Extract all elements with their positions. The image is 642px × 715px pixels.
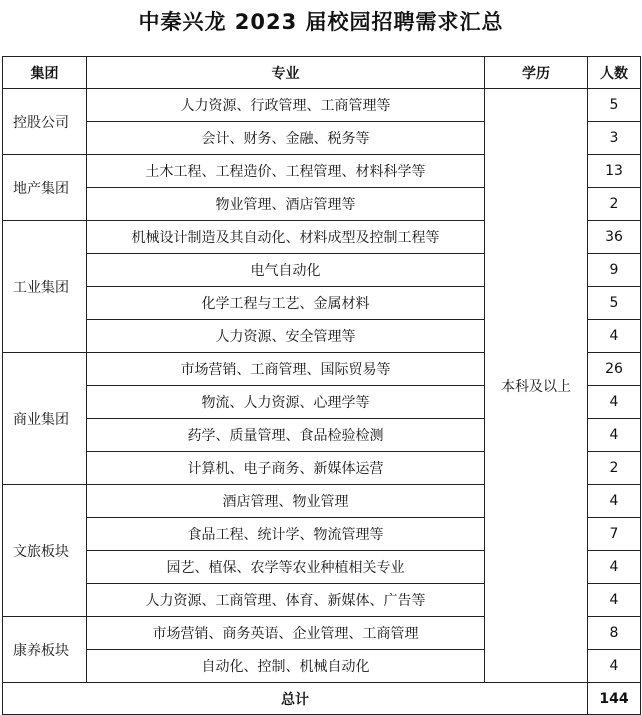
group-name: 康养板块 bbox=[3, 617, 87, 683]
count-cell: 4 bbox=[588, 650, 641, 683]
count-cell: 4 bbox=[588, 419, 641, 452]
count-cell: 4 bbox=[588, 386, 641, 419]
header-education: 学历 bbox=[485, 57, 588, 89]
group-name: 文旅板块 bbox=[3, 485, 87, 617]
total-value: 144 bbox=[588, 683, 641, 715]
major-cell: 电气自动化 bbox=[87, 254, 485, 287]
education-cell: 本科及以上 bbox=[485, 89, 588, 683]
count-cell: 36 bbox=[588, 221, 641, 254]
major-cell: 化学工程与工艺、金属材料 bbox=[87, 287, 485, 320]
header-count: 人数 bbox=[588, 57, 641, 89]
major-cell: 物业管理、酒店管理等 bbox=[87, 188, 485, 221]
major-cell: 机械设计制造及其自动化、材料成型及控制工程等 bbox=[87, 221, 485, 254]
major-cell: 人力资源、安全管理等 bbox=[87, 320, 485, 353]
count-cell: 2 bbox=[588, 188, 641, 221]
count-cell: 4 bbox=[588, 551, 641, 584]
count-cell: 2 bbox=[588, 452, 641, 485]
page-title: 中秦兴龙 2023 届校园招聘需求汇总 bbox=[138, 10, 504, 34]
major-cell: 市场营销、商务英语、企业管理、工商管理 bbox=[87, 617, 485, 650]
major-cell: 计算机、电子商务、新媒体运营 bbox=[87, 452, 485, 485]
major-cell: 物流、人力资源、心理学等 bbox=[87, 386, 485, 419]
total-row bbox=[3, 683, 641, 715]
major-cell: 药学、质量管理、食品检验检测 bbox=[87, 419, 485, 452]
group-name: 地产集团 bbox=[3, 155, 87, 221]
count-cell: 5 bbox=[588, 287, 641, 320]
major-cell: 食品工程、统计学、物流管理等 bbox=[87, 518, 485, 551]
count-cell: 26 bbox=[588, 353, 641, 386]
major-cell: 人力资源、工商管理、体育、新媒体、广告等 bbox=[87, 584, 485, 617]
major-cell: 会计、财务、金融、税务等 bbox=[87, 122, 485, 155]
count-cell: 5 bbox=[588, 89, 641, 122]
major-cell: 园艺、植保、农学等农业种植相关专业 bbox=[87, 551, 485, 584]
count-cell: 7 bbox=[588, 518, 641, 551]
major-cell: 人力资源、行政管理、工商管理等 bbox=[87, 89, 485, 122]
header-row bbox=[3, 57, 641, 89]
count-cell: 3 bbox=[588, 122, 641, 155]
major-cell: 土木工程、工程造价、工程管理、材料科学等 bbox=[87, 155, 485, 188]
table-row bbox=[3, 89, 641, 122]
count-cell: 13 bbox=[588, 155, 641, 188]
count-cell: 4 bbox=[588, 320, 641, 353]
major-cell: 酒店管理、物业管理 bbox=[87, 485, 485, 518]
count-cell: 9 bbox=[588, 254, 641, 287]
count-cell: 4 bbox=[588, 485, 641, 518]
major-cell: 自动化、控制、机械自动化 bbox=[87, 650, 485, 683]
count-cell: 8 bbox=[588, 617, 641, 650]
count-cell: 4 bbox=[588, 584, 641, 617]
header-group: 集团 bbox=[3, 57, 87, 89]
group-name: 工业集团 bbox=[3, 221, 87, 353]
group-name: 控股公司 bbox=[3, 89, 87, 155]
header-major: 专业 bbox=[87, 57, 485, 89]
total-label: 总计 bbox=[3, 683, 588, 715]
recruitment-table bbox=[2, 56, 641, 715]
group-name: 商业集团 bbox=[3, 353, 87, 485]
major-cell: 市场营销、工商管理、国际贸易等 bbox=[87, 353, 485, 386]
